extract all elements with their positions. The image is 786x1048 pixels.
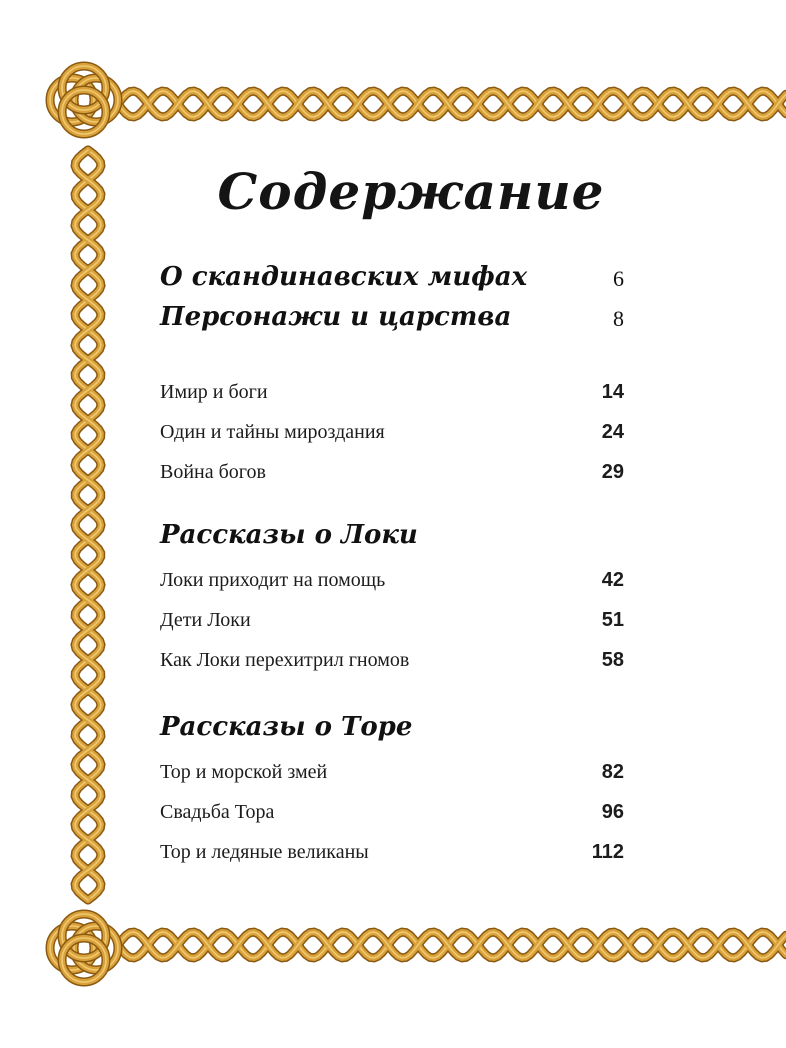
toc-entry[interactable] — [160, 558, 624, 592]
toc-page-number: 51 — [601, 609, 624, 631]
celtic-knot-top-left — [50, 66, 118, 134]
toc-entry[interactable] — [160, 450, 624, 484]
toc-entry[interactable] — [160, 598, 624, 632]
toc-page-number: 24 — [601, 421, 624, 443]
toc-section-heading-loki[interactable] — [160, 516, 624, 550]
toc-entry-title: Свадьба Тора — [160, 801, 275, 823]
toc-page-number: 29 — [601, 461, 624, 483]
toc-entry-title: О скандинавских мифах — [160, 262, 528, 292]
celtic-knot-bottom-left — [50, 914, 118, 982]
toc-entry[interactable] — [160, 790, 624, 824]
toc-page-number: 58 — [601, 649, 624, 671]
toc-entry[interactable] — [160, 830, 624, 864]
rope-border-top — [118, 91, 786, 117]
toc-page-number: 96 — [601, 801, 624, 823]
toc-entry[interactable] — [160, 410, 624, 444]
toc-entry-title: Война богов — [160, 461, 266, 483]
toc-page-number: 112 — [591, 841, 624, 863]
toc-entry-title: Локи приходит на помощь — [160, 569, 386, 591]
toc-entry-title: Один и тайны мироздания — [160, 421, 385, 443]
toc-page-number: 6 — [613, 266, 624, 291]
toc-page-number: 14 — [601, 381, 624, 403]
toc-entry[interactable] — [160, 370, 624, 404]
rope-border-left — [75, 150, 101, 900]
toc-section-title: Рассказы о Локи — [160, 520, 418, 550]
toc-entry-title: Дети Локи — [160, 609, 251, 631]
toc-page-number: 8 — [613, 306, 624, 331]
rope-border-bottom — [118, 932, 786, 958]
toc-entry-title: Имир и боги — [160, 381, 268, 403]
toc-major-entry[interactable] — [160, 298, 624, 332]
toc-section-title: Рассказы о Торе — [160, 712, 413, 742]
toc-major-entry[interactable] — [160, 258, 624, 292]
toc-section-heading-thor[interactable] — [160, 708, 624, 742]
toc-entry[interactable] — [160, 638, 624, 672]
toc-entry-title: Персонажи и царства — [160, 302, 512, 332]
toc-entry-title: Тор и ледяные великаны — [160, 841, 369, 863]
toc-entry-title: Тор и морской змей — [160, 761, 328, 783]
toc-entry[interactable] — [160, 750, 624, 784]
page-title: Содержание — [217, 162, 605, 221]
toc-page-number: 42 — [601, 569, 624, 591]
toc-page-number: 82 — [601, 761, 624, 783]
toc-entry-title: Как Локи перехитрил гномов — [160, 649, 410, 671]
